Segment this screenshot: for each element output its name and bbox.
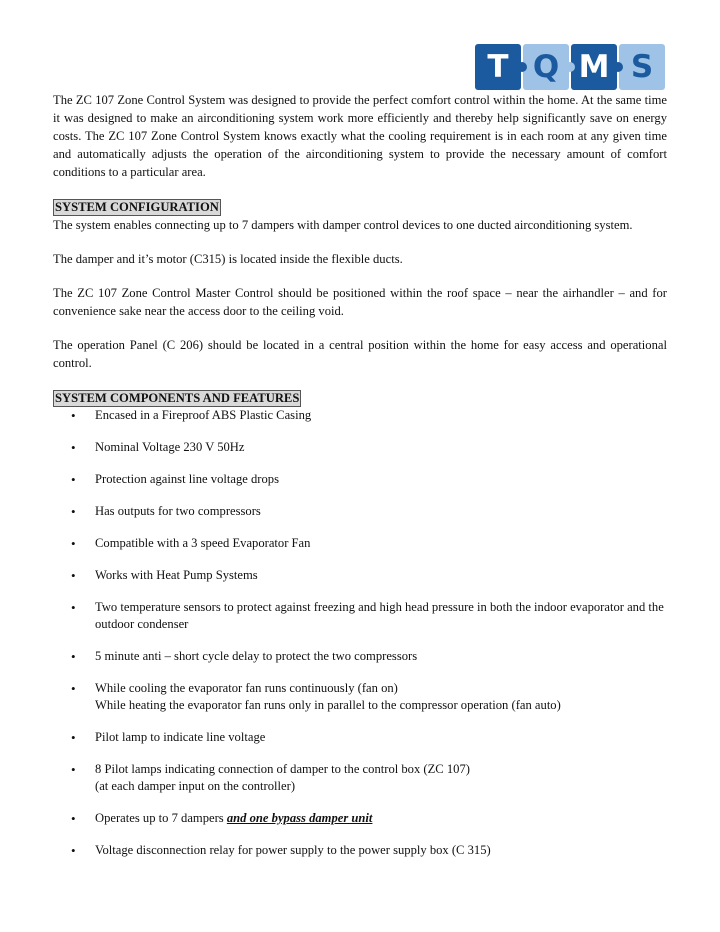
list-item: • 8 Pilot lamps indicating connection of damper to the control box (ZC 107) (at each damper input on the controller) xyxy=(53,761,667,795)
list-item: • While cooling the evaporator fan runs continuously (fan on) While heating the evaporator fan runs only in parallel to the compressor operation (fan auto) xyxy=(53,680,667,714)
config-paragraph-1: The system enables connecting up to 7 dampers with damper control devices to one ducted airconditioning system. xyxy=(53,218,633,232)
config-paragraph-4: The operation Panel (C 206) should be located in a central position within the home for easy access and operational control. xyxy=(53,338,667,370)
tqms-logo xyxy=(475,44,667,90)
features-list xyxy=(53,407,667,859)
intro-paragraph: The ZC 107 Zone Control System was designed to provide the perfect comfort control within the home. At the same time it was designed to make an airconditioning system work more efficiently and thereby help significantly save on energy costs. The ZC 107 Zone Control System knows exactly what the cooling requirement is in each room at any given time and automatically adjusts the operation of the airconditioning system to provide the necessary amount of comfort conditions to a particular area. xyxy=(53,93,667,179)
list-item: • Has outputs for two compressors xyxy=(53,503,667,520)
config-paragraph-3: The ZC 107 Zone Control Master Control should be positioned within the roof space – near the airhandler – and for convenience sake near the access door to the ceiling void. xyxy=(53,286,667,318)
list-item: • Pilot lamp to indicate line voltage xyxy=(53,729,667,746)
system-components-heading: SYSTEM COMPONENTS AND FEATURES xyxy=(55,391,300,405)
bypass-damper-emphasis: and one bypass damper unit xyxy=(226,811,373,825)
list-item: • Voltage disconnection relay for power supply to the power supply box (C 315) xyxy=(53,842,667,859)
list-item: • Works with Heat Pump Systems xyxy=(53,567,667,584)
list-item: • Compatible with a 3 speed Evaporator Fan xyxy=(53,535,667,552)
list-item: • Operates up to 7 dampers and one bypass damper unit xyxy=(53,810,667,827)
list-item: • Encased in a Fireproof ABS Plastic Casing xyxy=(53,407,667,424)
logo-letter-q: Q xyxy=(523,44,569,90)
logo-letter-s: S xyxy=(619,44,665,90)
config-paragraph-2: The damper and it’s motor (C315) is located inside the flexible ducts. xyxy=(53,252,403,266)
logo-letter-t: T xyxy=(475,44,521,90)
list-item: • 5 minute anti – short cycle delay to protect the two compressors xyxy=(53,648,667,665)
system-configuration-heading: SYSTEM CONFIGURATION xyxy=(55,200,219,214)
logo-letter-m: M xyxy=(571,44,617,90)
list-item: • Protection against line voltage drops xyxy=(53,471,667,488)
list-item: • Nominal Voltage 230 V 50Hz xyxy=(53,439,667,456)
document-body xyxy=(53,91,667,874)
list-item: • Two temperature sensors to protect against freezing and high head pressure in both the indoor evaporator and the outdoor condenser xyxy=(53,599,667,633)
